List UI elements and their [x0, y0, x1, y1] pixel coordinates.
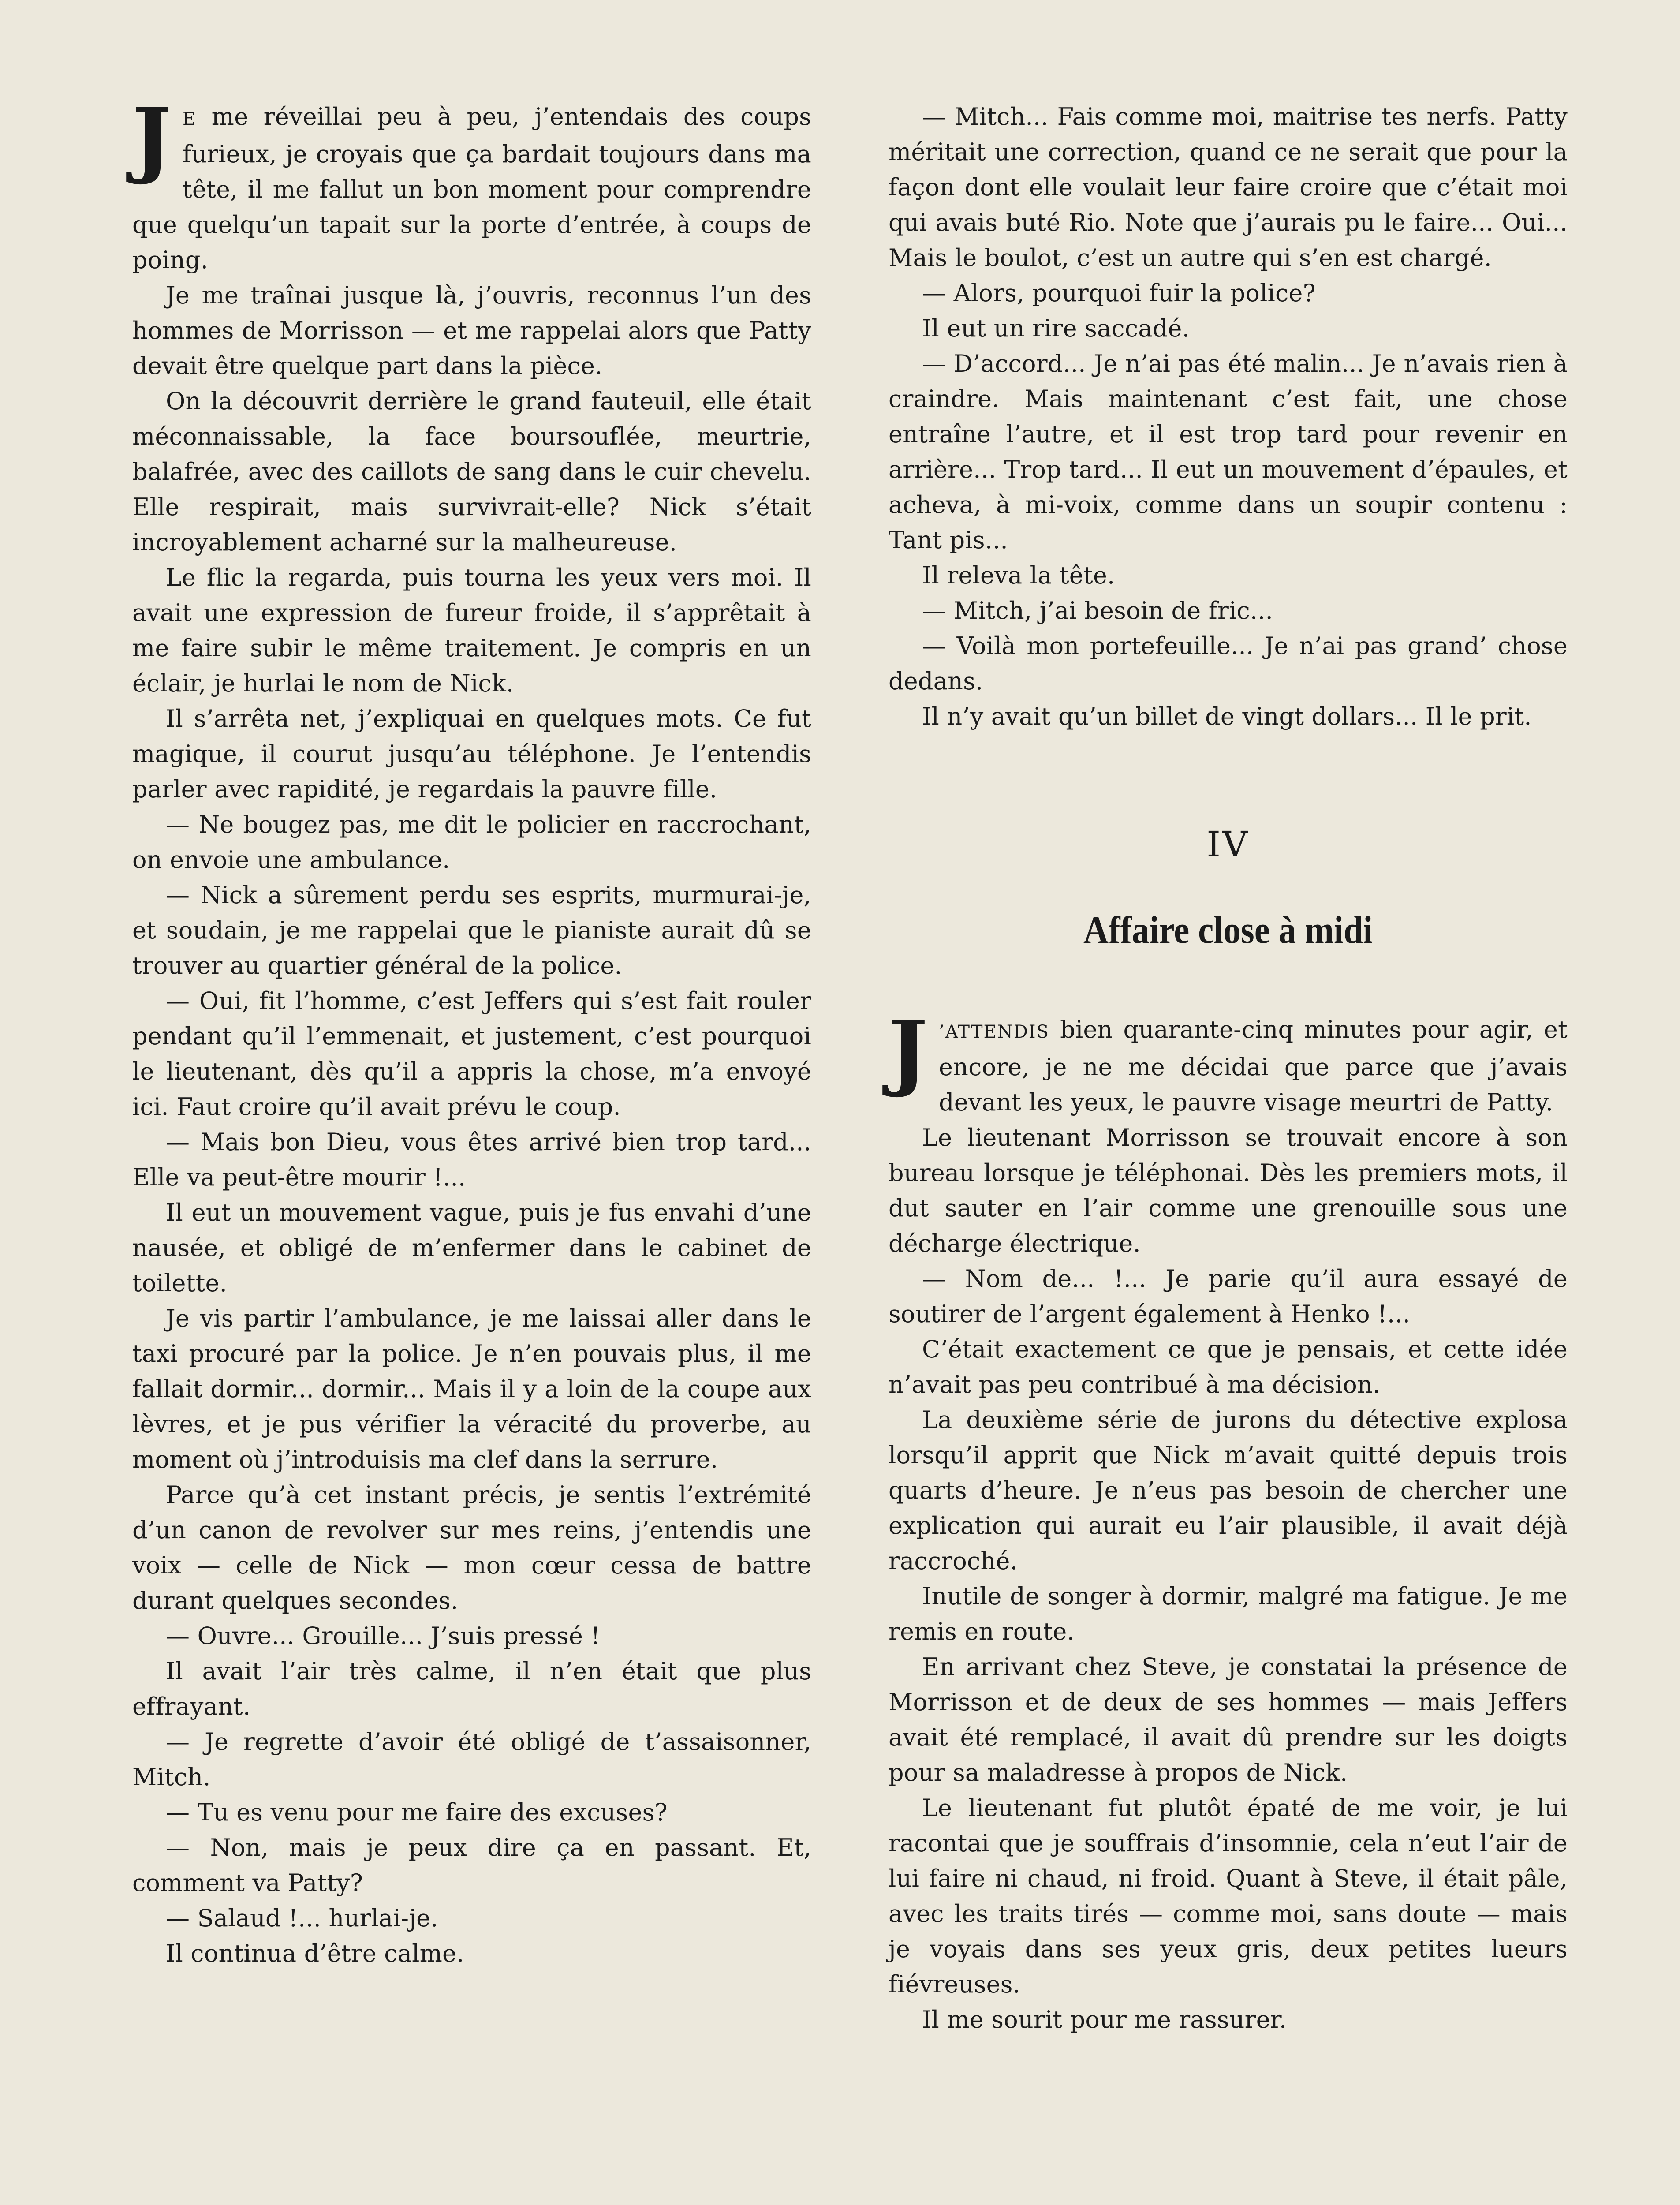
paragraph: Il continua d’être calme. [166, 1940, 464, 1967]
paragraph: — Non, mais je peux dire ça en passant. Et, comment va Patty? [132, 1834, 811, 1897]
paragraph: — Mitch, j’ai besoin de fric... [922, 597, 1273, 624]
paragraph: — Alors, pourquoi fuir la police? [922, 279, 1316, 307]
paragraph: Il releva la tête. [922, 561, 1115, 589]
paragraph: Il avait l’air très calme, il n’en était que plus effrayant. [132, 1657, 811, 1720]
paragraph: On la découvrit derrière le grand fauteuil, elle était méconnaissable, la face boursouflée, meurtrie, balafrée, avec des caillots de sang dans le cuir chevelu. Elle respirait, mais survivrait-elle? Nick s’était incroyablement acharné sur la malheureuse. [132, 387, 811, 556]
paragraph: Le lieutenant fut plutôt épaté de me voir, je lui racontai que je souffrais d’insomnie, cela n’eut l’air de lui faire ni chaud, ni froid. Quant à Steve, il était pâle, avec les traits tirés — comme moi, sans doute — mais je voyais dans ses yeux gris, deux petites lueurs fiévreuses. [889, 1794, 1568, 1998]
paragraph: Le flic la regarda, puis tourna les yeux vers moi. Il avait une expression de fureur froide, il s’apprêtait à me faire subir le même traitement. Je compris en un éclair, je hurlai le nom de Nick. [132, 564, 811, 697]
opening-text: me réveillai peu à peu, j’entendais des coups furieux, je croyais que ça bardait toujours dans ma tête, il me fallut un bon moment pour comprendre que quelqu’un tapait sur la porte d’entrée, à coups de poing. [132, 103, 811, 274]
paragraph: Il me sourit pour me rassurer. [922, 2006, 1287, 2033]
paragraph: — D’accord... Je n’ai pas été malin... Je n’avais rien à craindre. Mais maintenant c’est fait, une chose entraîne l’autre, et il est trop tard pour revenir en arrière... Trop tard... Il eut un mouvement d’épaules, et acheva, à mi-voix, comme dans un soupir contenu : Tant pis... [889, 350, 1568, 554]
paragraph: — Voilà mon portefeuille... Je n’ai pas grand’ chose dedans. [889, 632, 1568, 695]
paragraph: Il s’arrêta net, j’expliquai en quelques mots. Ce fut magique, il courut jusqu’au téléphone. Je l’entendis parler avec rapidité, je regardais la pauvre fille. [132, 705, 811, 803]
paragraph: Je me traînai jusque là, j’ouvris, reconnus l’un des hommes de Morrisson — et me rappelai alors que Patty devait être quelque part dans la pièce. [132, 281, 811, 380]
paragraph: Il eut un mouvement vague, puis je fus envahi d’une nausée, et obligé de m’enfermer dans le cabinet de toilette. [132, 1199, 811, 1297]
chapter-opening-paragraph [889, 1002, 1568, 1120]
paragraph: Parce qu’à cet instant précis, je sentis l’extrémité d’un canon de revolver sur mes reins, j’entendis une voix — celle de Nick — mon cœur cessa de battre durant quelques secondes. [132, 1481, 811, 1615]
paragraph: La deuxième série de jurons du détective explosa lorsqu’il apprit que Nick m’avait quitté depuis trois quarts d’heure. Je n’eus pas besoin de chercher une explication qui aurait eu l’air plausible, il avait déjà raccroché. [889, 1406, 1568, 1575]
left-column [132, 90, 811, 1971]
paragraph: Je vis partir l’ambulance, je me laissai aller dans le taxi procuré par la police. Je n’en pouvais plus, il me fallait dormir... dormir... Mais il y a loin de la coupe aux lèvres, et je pus vérifier la véracité du proverbe, au moment où j’introduisis ma clef dans la serrure. [132, 1304, 811, 1473]
paragraph: — Je regrette d’avoir été obligé de t’assaisonner, Mitch. [132, 1728, 811, 1791]
paragraph: — Tu es venu pour me faire des excuses? [166, 1798, 668, 1826]
paragraph: — Ne bougez pas, me dit le policier en raccrochant, on envoie une ambulance. [132, 811, 811, 874]
paragraph: Le lieutenant Morrisson se trouvait encore à son bureau lorsque je téléphonai. Dès les premiers mots, il dut sauter en l’air comme une grenouille sous une décharge électrique. [889, 1124, 1568, 1257]
paragraph: Il n’y avait qu’un billet de vingt dollars... Il le prit. [922, 703, 1532, 730]
chapter-opening-text: bien quarante-cinq minutes pour agir, et encore, je ne me décidai que parce que j’avais devant les yeux, le pauvre visage meurtri de Patty. [939, 1016, 1568, 1116]
paragraph: — Nick a sûrement perdu ses esprits, murmurai-je, et soudain, je me rappelai que le pianiste aurait dû se trouver au quartier général de la police. [132, 881, 811, 979]
paragraph: — Salaud !... hurlai-je. [166, 1904, 438, 1932]
paragraph: — Mitch... Fais comme moi, maitrise tes nerfs. Patty méritait une correction, quand ce ne serait que pour la façon dont elle voulait leur faire croire que c’était moi qui avais buté Rio. Note que j’aurais pu le faire... Oui... Mais le boulot, c’est un autre qui s’en est chargé. [889, 103, 1568, 272]
opening-lead-word: E [183, 109, 197, 129]
drop-cap: J [132, 90, 172, 187]
paragraph: — Oui, fit l’homme, c’est Jeffers qui s’est fait rouler pendant qu’il l’emmenait, et justement, c’est pourquoi le lieutenant, dès qu’il a appris la chose, m’a envoyé ici. Faut croire qu’il avait prévu le coup. [132, 987, 811, 1121]
opening-paragraph [132, 90, 811, 278]
paragraph: En arrivant chez Steve, je constatai la présence de Morrisson et de deux de ses hommes — mais Jeffers avait été remplacé, il avait dû prendre sur les doigts pour sa maladresse à propos de Nick. [889, 1653, 1568, 1786]
paragraph: Inutile de songer à dormir, malgré ma fatigue. Je me remis en route. [889, 1582, 1568, 1645]
paragraph: C’était exactement ce que je pensais, et cette idée n’avait pas peu contribué à ma décision. [889, 1335, 1568, 1398]
chapter-lead-word: ’ATTENDIS [939, 1022, 1049, 1042]
paragraph: — Mais bon Dieu, vous êtes arrivé bien trop tard... Elle va peut-être mourir !... [132, 1128, 811, 1191]
chapter-number: IV [1206, 824, 1250, 865]
drop-cap: J [889, 1002, 928, 1100]
paragraph: Il eut un rire saccadé. [922, 314, 1190, 342]
paragraph: — Nom de... !... Je parie qu’il aura essayé de soutirer de l’argent également à Henko !... [889, 1265, 1568, 1328]
chapter-title: Affaire close à midi [1083, 909, 1373, 952]
right-column [889, 99, 1568, 2037]
paragraph: — Ouvre... Grouille... J’suis pressé ! [166, 1622, 601, 1650]
